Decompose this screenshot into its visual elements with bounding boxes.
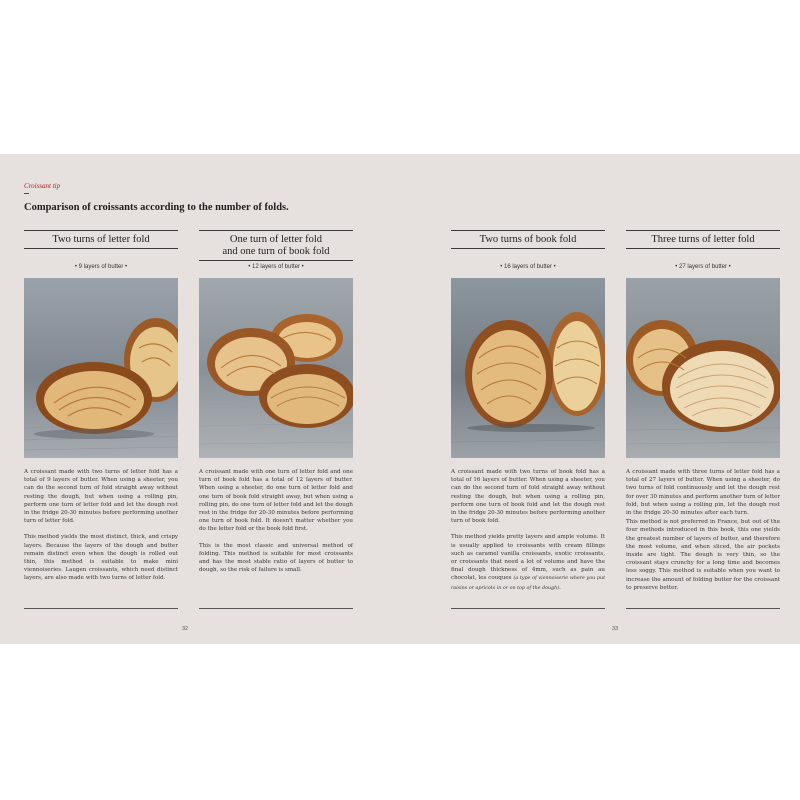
heading-rule-bottom — [24, 248, 178, 249]
right-page — [400, 154, 800, 644]
paragraph — [451, 533, 605, 592]
paragraph: This method yields the most distinct, thick, and crispy layers. Because the layers of the dough and butter remain distinct even when the dough is rolled out thin, this method is suitable to make mini viennoiseries. Laugen croissants, which need distinct layers, are also made with two turns of letter fold. — [24, 534, 178, 582]
column-heading: Three turns of letter fold — [651, 234, 755, 245]
paragraph: A croissant made with three turns of letter fold has a total of 27 layers of butter. When using a sheeter, do two turns of fold continuously and let the dough rest for over 30 minutes and perform another turn of letter fold, but when using a rolling pin, let the dough rest in the fridge 20-30 minutes after each turn. — [626, 469, 780, 517]
heading-rule-bottom — [626, 248, 780, 249]
column-bottom-rule — [451, 608, 605, 609]
paragraph-tail: . — [559, 584, 561, 591]
heading-rule-top — [626, 230, 780, 231]
paragraph: A croissant made with two turns of book fold has a total of 16 layers of butter. When using a sheeter, you can do the second turn of fold straight away without resting the dough, but when using a rolling pin, perform one turn of book fold and let the dough rest in the fridge 20-30 minutes before performing another turn of book fold. — [451, 469, 605, 525]
book-spread — [0, 154, 800, 644]
column-text — [626, 468, 780, 600]
column-heading-line2: and one turn of book fold — [222, 246, 330, 257]
paragraph-main: This method yields pretty layers and ample volume. It is usually applied to croissants with cream fillings such as caramel vanilla croissants, exotic croissants, or croissants that need a lot of volume and have the final dough thickness of 4mm, such as pain au chocolat, les couques — [451, 534, 605, 582]
croissant-photo — [24, 278, 178, 458]
paragraph: This is the most classic and universal method of folding. This method is suitable for most croissants and has the most stable ratio of layers of butter to dough, so the risk of failure is small. — [199, 542, 353, 574]
tip-rule — [24, 193, 29, 194]
heading-rule-top — [24, 230, 178, 231]
heading-rule-bottom — [199, 260, 353, 261]
heading-rule-top — [451, 230, 605, 231]
column-text — [451, 468, 605, 601]
paragraph: A croissant made with two turns of letter fold has a total of 9 layers of butter. When using a sheeter, you can do the second turn of fold straight away without resting the dough, but when using a rolling pin, perform one turn of letter fold and let the dough rest in the fridge 20-30 minutes before performing another turn of letter fold. — [24, 469, 178, 525]
column-text — [24, 468, 178, 591]
heading-rule-top — [199, 230, 353, 231]
column-bottom-rule — [626, 608, 780, 609]
layers-count: • 9 layers of butter • — [74, 264, 128, 270]
column-bottom-rule — [24, 608, 178, 609]
heading-rule-bottom — [451, 248, 605, 249]
page-number: 33 — [612, 626, 619, 632]
croissant-photo — [199, 278, 353, 458]
croissant-photo — [626, 278, 780, 458]
paragraph-note: (a type of viennoiserie where you put raisins or apricots in or on top of the dough) — [451, 576, 605, 591]
column-heading: Two turns of book fold — [479, 234, 577, 245]
layers-count: • 16 layers of butter • — [500, 264, 556, 270]
column-heading: One turn of letter fold — [229, 234, 323, 245]
paragraph: This method is not preferred in France, but out of the four methods introduced in this book, this one yields the greatest number of layers of butter, and therefore the most volume, and when sliced, the air pockets inside are tight. The dough is very thin, so the croissant stays crunchy for a long time and becomes less soggy. This method is suitable when you want to increase the amount of folding butter for the croissant to preserve better. — [626, 519, 780, 591]
column-bottom-rule — [199, 608, 353, 609]
layers-count: • 27 layers of butter • — [675, 264, 731, 270]
column-text — [199, 468, 353, 582]
croissant-photo — [451, 278, 605, 458]
paragraph: A croissant made with one turn of letter fold and one turn of book fold has a total of 12 layers of butter. When using a sheeter, do one turn of letter fold and one turn of book fold straight away, but when using a rolling pin, do one turn of letter fold and let the dough rest in the fridge for 20-30 minutes before performing one turn of book fold. It doesn't matter whether you do the letter fold or the book fold first. — [199, 469, 353, 533]
page-number: 32 — [182, 626, 189, 632]
left-page — [0, 154, 400, 644]
page-title: Comparison of croissants according to the number of folds. — [24, 202, 289, 213]
tip-label: Croissant tip — [24, 182, 61, 190]
layers-count: • 12 layers of butter • — [248, 264, 304, 270]
column-heading: Two turns of letter fold — [52, 234, 150, 245]
